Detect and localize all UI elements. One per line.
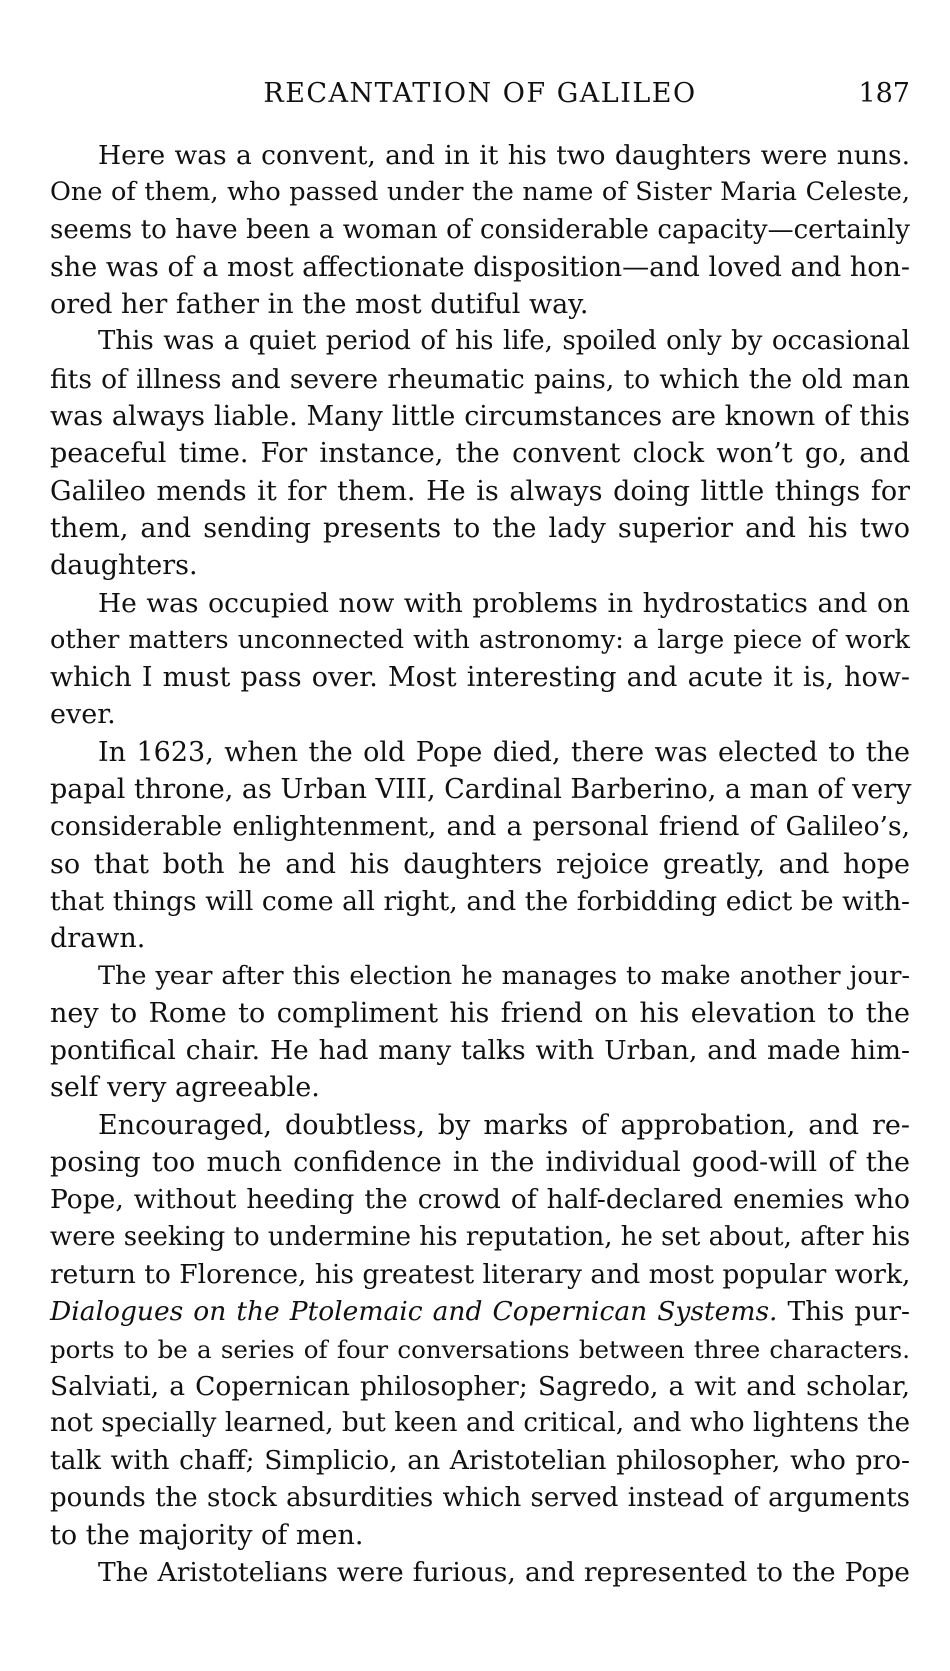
- text-line: which I must pass over. Most interesting and acute it is, how-: [50, 662, 910, 694]
- text-line: other matters unconnected with astronomy: a large piece of work: [50, 624, 910, 655]
- running-title: RECANTATION OF GALILEO: [263, 78, 697, 109]
- text-line: The year after this election he manages to make another jour-: [98, 960, 910, 991]
- text-line: was always liable. Many little circumstances are known of this: [50, 401, 910, 433]
- text-line: were seeking to undermine his reputation, he set about, after his: [50, 1221, 911, 1252]
- text-line: to the majority of men.: [50, 1519, 364, 1551]
- text-line: Here was a convent, and in it his two daughters were nuns.: [98, 140, 910, 171]
- text-line: Galileo mends it for them. He is always doing little things for: [50, 475, 910, 507]
- text-line: Salviati, a Copernican philosopher; Sagredo, a wit and scholar,: [50, 1370, 910, 1402]
- page-header: [50, 74, 910, 114]
- text-line: drawn.: [50, 923, 146, 955]
- text-line: so that both he and his daughters rejoice greatly, and hope: [50, 848, 910, 880]
- text-line: posing too much confidence in the individual good-will of the: [50, 1147, 910, 1179]
- text-line-with-book-title: [50, 1293, 910, 1330]
- text-line: them, and sending presents to the lady superior and his two: [50, 512, 910, 544]
- text-line: seems to have been a woman of considerable capacity—certainly: [50, 214, 910, 245]
- text-line: The Aristotelians were furious, and represented to the Pope: [98, 1557, 910, 1589]
- text-line: He was occupied now with problems in hydrostatics and on: [98, 587, 910, 619]
- text-line: One of them, who passed under the name of Sister Maria Celeste,: [50, 177, 910, 208]
- text-line: pontifical chair. He had many talks with Urban, and made him-: [50, 1035, 910, 1067]
- text-line: self very agreeable.: [50, 1072, 320, 1104]
- text-line: ports to be a series of four conversations between three characters.: [50, 1334, 910, 1364]
- page-number: 187: [858, 78, 910, 109]
- text-line: ney to Rome to compliment his friend on his elevation to the: [50, 997, 910, 1029]
- book-title: Dialogues on the Ptolemaic and Copernican Systems.: [50, 1296, 778, 1328]
- text-line: that things will come all right, and the forbidding edict be with-: [50, 885, 910, 917]
- text-line: talk with chaff; Simplicio, an Aristotelian philosopher, who pro-: [50, 1445, 910, 1477]
- text-line: peaceful time. For instance, the convent clock won’t go, and: [50, 438, 910, 470]
- text-line: This was a quiet period of his life, spoiled only by occasional: [98, 326, 910, 357]
- text-line: considerable enlightenment, and a personal friend of Galileo’s,: [50, 811, 910, 843]
- text-fragment: This pur-: [777, 1296, 910, 1328]
- text-line: fits of illness and severe rheumatic pains, to which the old man: [50, 363, 910, 395]
- text-line: return to Florence, his greatest literary and most popular work,: [50, 1258, 911, 1290]
- text-line: Encouraged, doubtless, by marks of approbation, and re-: [98, 1109, 910, 1141]
- text-line: papal throne, as Urban VIII, Cardinal Barberino, a man of very: [50, 774, 912, 806]
- text-line: pounds the stock absurdities which served instead of arguments: [50, 1482, 910, 1513]
- text-line: not specially learned, but keen and critical, and who lightens the: [50, 1408, 910, 1439]
- text-line: Pope, without heeding the crowd of half-declared enemies who: [50, 1184, 910, 1216]
- text-line: ored her father in the most dutiful way.: [50, 289, 589, 321]
- text-line: ever.: [50, 699, 116, 731]
- body-text: [50, 137, 910, 1592]
- text-line: In 1623, when the old Pope died, there was elected to the: [98, 736, 910, 768]
- text-line: daughters.: [50, 550, 198, 582]
- text-line: she was of a most affectionate disposition—and loved and hon-: [50, 251, 910, 283]
